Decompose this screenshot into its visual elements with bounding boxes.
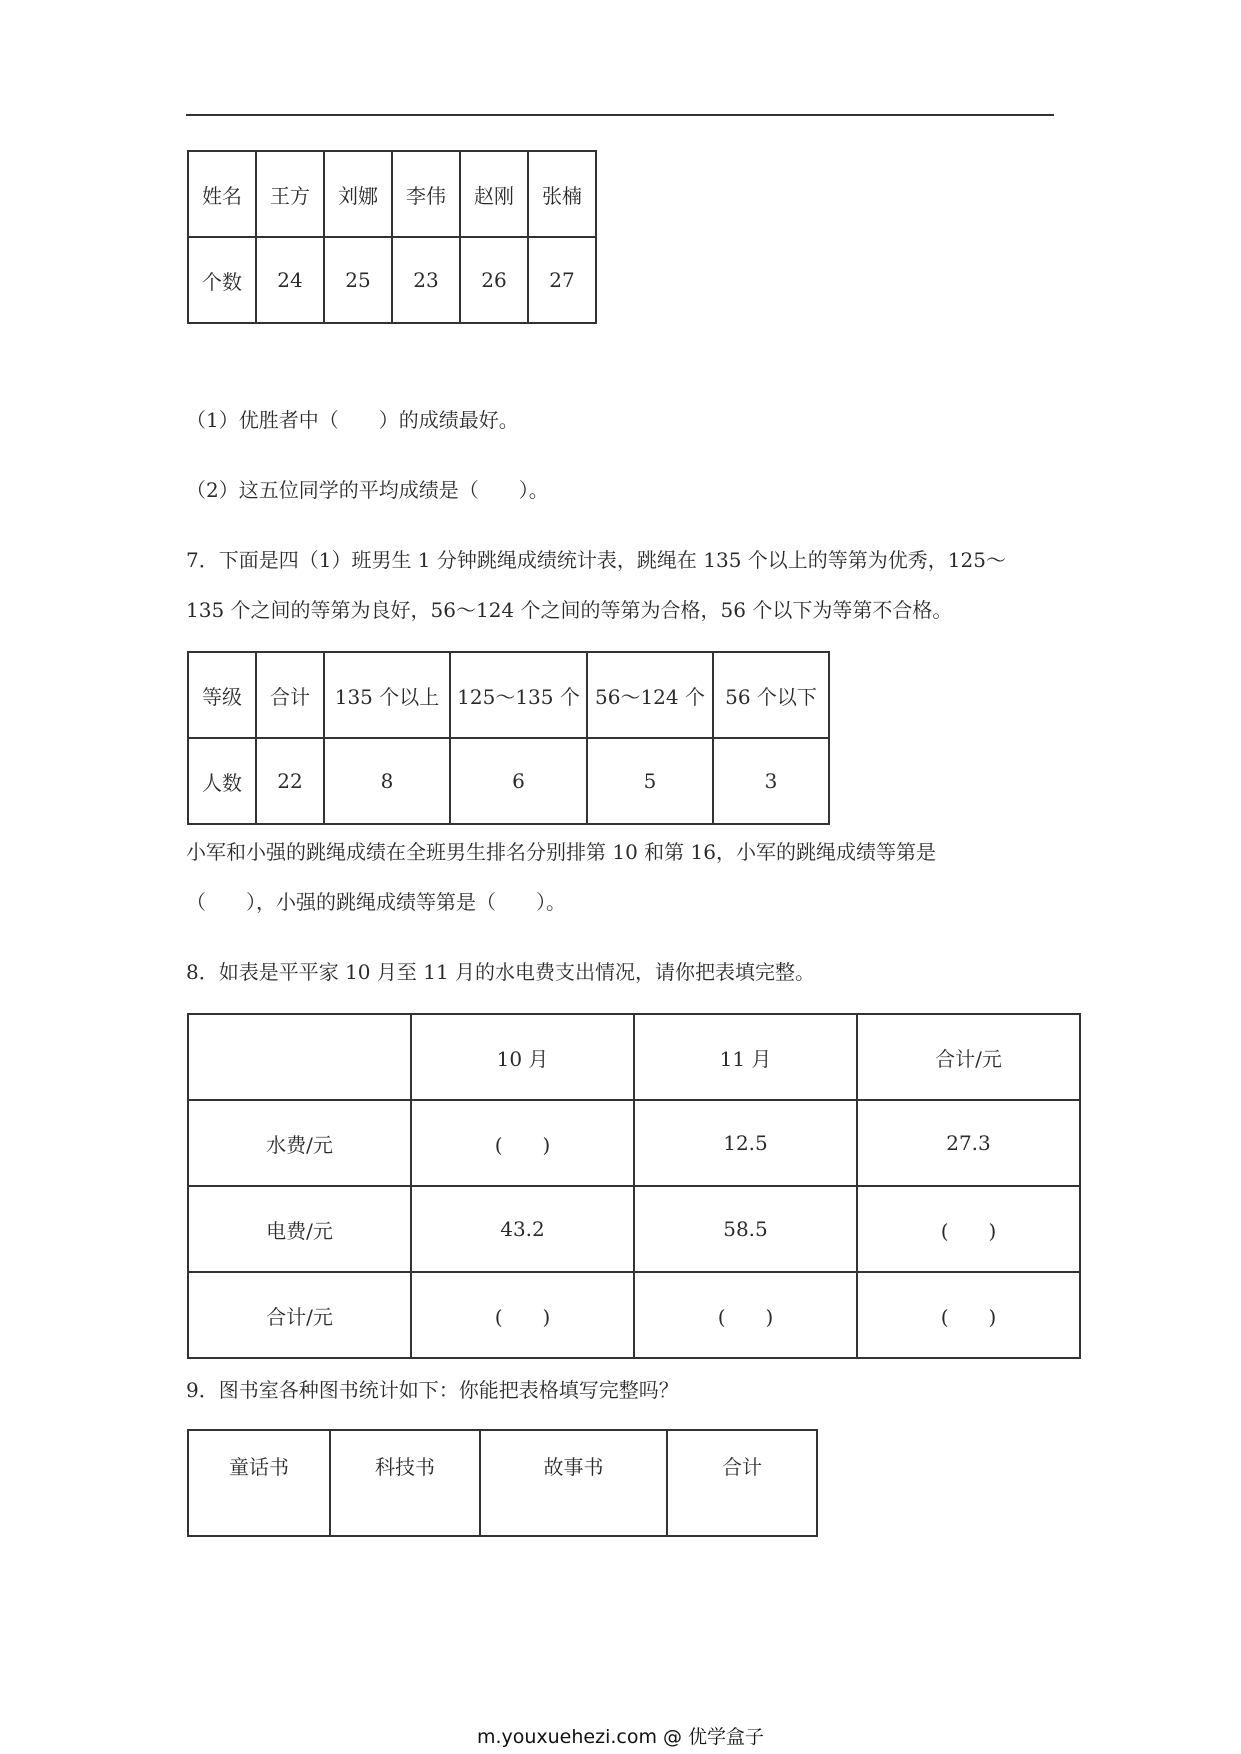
table-cell: 125～135 个 xyxy=(450,652,587,738)
table-cell: 水费/元 xyxy=(188,1100,411,1186)
table-cell: 25 xyxy=(324,237,392,323)
table-cell: 电费/元 xyxy=(188,1186,411,1272)
table-cell xyxy=(188,1014,411,1100)
table-cell: 12.5 xyxy=(634,1100,857,1186)
question-7-follow-up-1: 小军和小强的跳绳成绩在全班男生排名分别排第 10 和第 16，小军的跳绳成绩等第是 xyxy=(186,840,936,864)
table-cell: 合计/元 xyxy=(857,1014,1080,1100)
table-cell: 56～124 个 xyxy=(587,652,713,738)
table-cell: 8 xyxy=(324,738,450,824)
table-cell: ( ) xyxy=(411,1100,634,1186)
score-table xyxy=(187,150,597,324)
table-cell: 赵刚 xyxy=(460,151,528,237)
table-row xyxy=(188,1014,1080,1100)
table-cell: 27 xyxy=(528,237,596,323)
question-7-line-2: 135 个之间的等第为良好，56～124 个之间的等第为合格，56 个以下为等第不合格。 xyxy=(186,598,953,622)
table-row xyxy=(188,1272,1080,1358)
table-cell: 人数 xyxy=(188,738,256,824)
table-cell: ( ) xyxy=(857,1272,1080,1358)
table-cell: 童话书 xyxy=(188,1430,330,1536)
table-cell: 个数 xyxy=(188,237,256,323)
table-row xyxy=(188,738,829,824)
table-cell: 科技书 xyxy=(330,1430,480,1536)
table-cell: 135 个以上 xyxy=(324,652,450,738)
table-cell: 56 个以下 xyxy=(713,652,829,738)
table-cell: 李伟 xyxy=(392,151,460,237)
question-6-part-2: （2）这五位同学的平均成绩是（ ）。 xyxy=(186,478,549,502)
table-cell: 22 xyxy=(256,738,324,824)
footer-watermark: m.youxuehezi.com @ 优学盒子 xyxy=(476,1726,765,1748)
table-cell: 58.5 xyxy=(634,1186,857,1272)
library-book-table xyxy=(187,1429,818,1537)
table-cell: 张楠 xyxy=(528,151,596,237)
table-row xyxy=(188,1100,1080,1186)
question-8-text: 8．如表是平平家 10 月至 11 月的水电费支出情况，请你把表填完整。 xyxy=(186,960,816,984)
table-cell: ( ) xyxy=(411,1272,634,1358)
table-cell: 3 xyxy=(713,738,829,824)
table-cell: 故事书 xyxy=(480,1430,667,1536)
table-cell: 11 月 xyxy=(634,1014,857,1100)
table-cell: 6 xyxy=(450,738,587,824)
table-cell: 27.3 xyxy=(857,1100,1080,1186)
question-6-part-1: （1）优胜者中（ ）的成绩最好。 xyxy=(186,408,519,432)
table-cell: 合计/元 xyxy=(188,1272,411,1358)
table-cell: ( ) xyxy=(634,1272,857,1358)
table-cell: 等级 xyxy=(188,652,256,738)
table-cell: 43.2 xyxy=(411,1186,634,1272)
table-cell: 姓名 xyxy=(188,151,256,237)
table-row xyxy=(188,237,596,323)
table-row xyxy=(188,1430,817,1536)
table-cell: 5 xyxy=(587,738,713,824)
table-row xyxy=(188,151,596,237)
utility-bill-table xyxy=(187,1013,1081,1359)
table-cell: 10 月 xyxy=(411,1014,634,1100)
header-rule xyxy=(186,114,1054,116)
question-7-line-1: 7．下面是四（1）班男生 1 分钟跳绳成绩统计表，跳绳在 135 个以上的等第为优秀，125～ xyxy=(186,548,1006,572)
table-cell: 24 xyxy=(256,237,324,323)
table-row xyxy=(188,652,829,738)
table-cell: 合计 xyxy=(667,1430,817,1536)
table-cell: 合计 xyxy=(256,652,324,738)
question-9-text: 9．图书室各种图书统计如下：你能把表格填写完整吗？ xyxy=(186,1378,679,1402)
table-cell: 26 xyxy=(460,237,528,323)
question-7-follow-up-2: （ ），小强的跳绳成绩等第是（ ）。 xyxy=(186,890,566,914)
table-cell: ( ) xyxy=(857,1186,1080,1272)
table-cell: 刘娜 xyxy=(324,151,392,237)
table-cell: 23 xyxy=(392,237,460,323)
table-cell: 王方 xyxy=(256,151,324,237)
jump-rope-table xyxy=(187,651,830,825)
table-row xyxy=(188,1186,1080,1272)
